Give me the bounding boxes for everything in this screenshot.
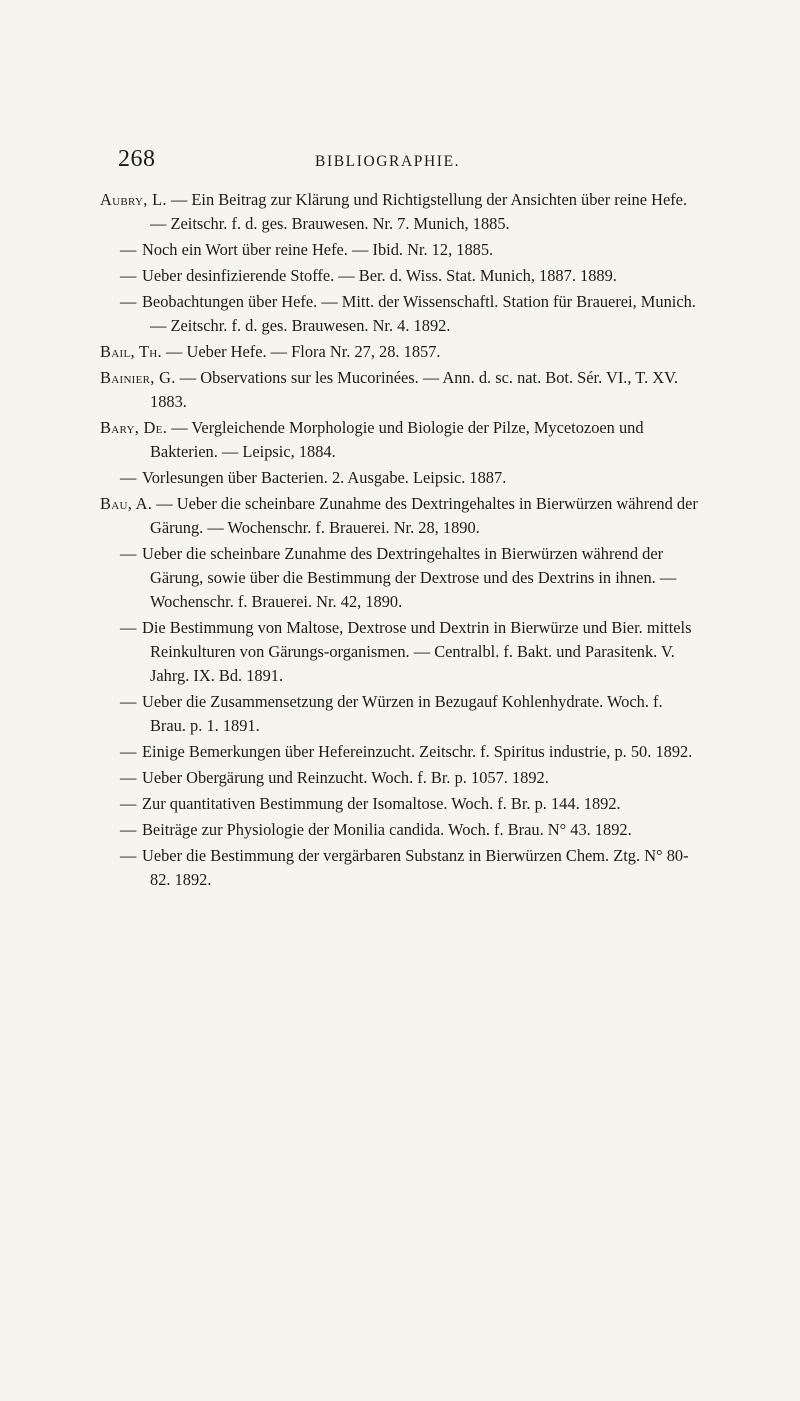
entry-text: — Ueber Hefe. — Flora Nr. 27, 28. 1857. [161,342,441,361]
entry-dash: — [120,794,137,813]
entry-author: Bau, A. [100,494,153,513]
entry-text: Einige Bemerkungen über Hefereinzucht. Zeitschr. f. Spiritus industrie, p. 50. 1892. [142,742,693,761]
bibliography-entry [100,492,700,540]
bibliography-entry [100,616,700,688]
bibliography-entry [100,818,700,842]
running-head: BIBLIOGRAPHIE. [315,153,461,170]
bibliography-entry [100,340,700,364]
entry-text: Beobachtungen über Hefe. — Mitt. der Wissenschaftl. Station für Brauerei, Munich. — Zeitschr. f. d. ges. Brauwesen. Nr. 4. 1892. [142,292,696,335]
entry-text: Ueber Obergärung und Reinzucht. Woch. f. Br. p. 1057. 1892. [142,768,549,787]
entry-text: Zur quantitativen Bestimmung der Isomaltose. Woch. f. Br. p. 144. 1892. [142,794,621,813]
entry-text: Die Bestimmung von Maltose, Dextrose und Dextrin in Bierwürze und Bier. mittels Reinkulturen von Gärungs-organismen. — Centralbl. f. Bakt. und Parasitenk. V. Jahrg. IX. Bd. 1891. [142,618,692,685]
entry-dash: — [120,544,137,563]
entry-dash: — [120,846,137,865]
bibliography-list [100,188,700,894]
entry-author: Aubry, L. [100,190,167,209]
bibliography-entry [100,766,700,790]
entry-text: Vorlesungen über Bacterien. 2. Ausgabe. Leipsic. 1887. [142,468,507,487]
entry-dash: — [120,618,137,637]
bibliography-entry [100,290,700,338]
entry-dash: — [120,240,137,259]
entry-text: — Observations sur les Mucorinées. — Ann. d. sc. nat. Bot. Sér. VI., T. XV. 1883. [150,368,678,411]
bibliography-entry [100,416,700,464]
entry-text: Beiträge zur Physiologie der Monilia candida. Woch. f. Brau. N° 43. 1892. [142,820,632,839]
bibliography-entry [100,188,700,236]
entry-text: Ueber die scheinbare Zunahme des Dextringehaltes in Bierwürzen während der Gärung, sowie über die Bestimmung der Dextrose und des Dextrins in ihnen. — Wochenschr. f. Brauerei. Nr. 42, 1890. [142,544,677,611]
entry-text: Noch ein Wort über reine Hefe. — Ibid. Nr. 12, 1885. [142,240,494,259]
bibliography-entry [100,792,700,816]
entry-text: Ueber die Bestimmung der vergärbaren Substanz in Bierwürzen Chem. Ztg. N° 80-82. 1892. [142,846,689,889]
entry-author: Bainier, G. [100,368,176,387]
entry-text: Ueber die Zusammensetzung der Würzen in Bezugauf Kohlenhydrate. Woch. f. Brau. p. 1. 1891. [142,692,663,735]
bibliography-entry [100,366,700,414]
entry-dash: — [120,768,137,787]
entry-dash: — [120,468,137,487]
entry-author: Bail, Th. [100,342,162,361]
page-number: 268 [118,146,156,172]
bibliography-entry [100,690,700,738]
entry-text: — Ueber die scheinbare Zunahme des Dextringehaltes in Bierwürzen während der Gärung. — Wochenschr. f. Brauerei. Nr. 28, 1890. [150,494,698,537]
bibliography-entry [100,264,700,288]
entry-dash: — [120,266,137,285]
bibliography-entry [100,740,700,764]
entry-text: Ueber desinfizierende Stoffe. — Ber. d. Wiss. Stat. Munich, 1887. 1889. [142,266,617,285]
bibliography-entry [100,466,700,490]
bibliography-entry [100,238,700,262]
entry-dash: — [120,692,137,711]
entry-dash: — [120,292,137,311]
bibliography-entry [100,542,700,614]
entry-dash: — [120,742,137,761]
entry-text: — Ein Beitrag zur Klärung und Richtigstellung der Ansichten über reine Hefe. — Zeitschr. f. d. ges. Brauwesen. Nr. 7. Munich, 1885. [150,190,688,233]
entry-text: — Vergleichende Morphologie und Biologie der Pilze, Mycetozoen und Bakterien. — Leipsic, 1884. [150,418,644,461]
bibliography-entry [100,844,700,892]
entry-author: Bary, De. [100,418,168,437]
entry-dash: — [120,820,137,839]
